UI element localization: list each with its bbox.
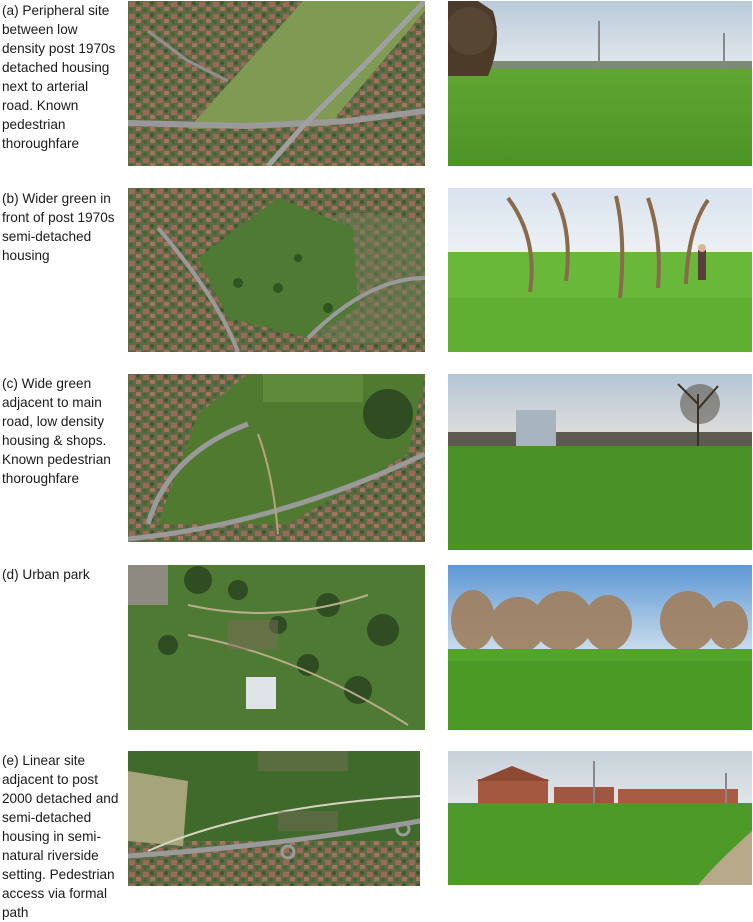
caption-e: (e) Linear site adjacent to post 2000 detached and semi-detached housing in semi-natural riverside setting. Pedestrian access via formal path bbox=[2, 753, 119, 920]
photo-b bbox=[448, 188, 752, 352]
photo-a bbox=[448, 1, 752, 166]
aerial-image-d bbox=[128, 565, 425, 730]
caption-b: (b) Wider green in front of post 1970s semi-detached housing bbox=[2, 191, 115, 263]
aerial-image-a bbox=[128, 1, 425, 166]
caption-c: (c) Wide green adjacent to main road, low density housing & shops. Known pedestrian thoroughfare bbox=[2, 376, 111, 486]
caption-d: (d) Urban park bbox=[2, 567, 90, 582]
photo-e bbox=[448, 751, 752, 885]
aerial-image-c bbox=[128, 374, 425, 542]
aerial-image-e bbox=[128, 751, 420, 886]
aerial-image-b bbox=[128, 188, 425, 352]
caption-a: (a) Peripheral site between low density post 1970s detached housing next to arterial road. Known pedestrian thoroughfare bbox=[2, 3, 116, 151]
photo-d bbox=[448, 565, 752, 730]
photo-c bbox=[448, 374, 752, 550]
